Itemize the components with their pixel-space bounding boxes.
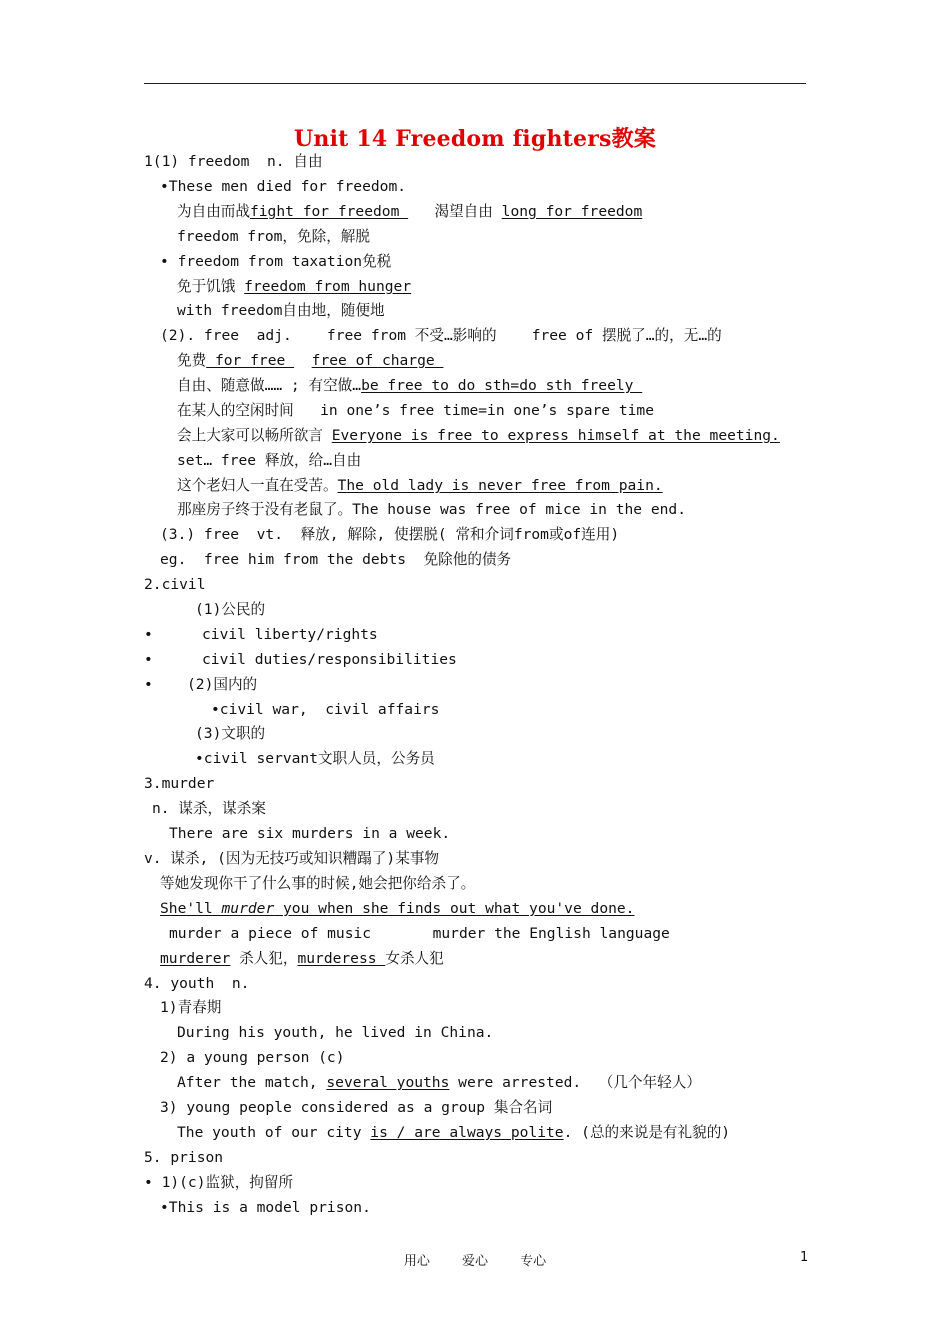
page-title: Unit 14 Freedom fighters教案 <box>294 126 656 152</box>
section-heading: 4. youth n. <box>144 975 250 992</box>
text-line: (2). free adj. free from 不受…影响的 free of 摆脱了…的，无…的 <box>160 327 722 344</box>
text-line: After the match, several youths were arrested. （几个年轻人） <box>177 1074 701 1091</box>
footer-text: 爱心 <box>461 1254 488 1269</box>
text-line: (2)国内的 <box>187 676 258 693</box>
section-heading: 5. prison <box>144 1149 224 1166</box>
text-line: v. 谋杀, (因为无技巧或知识糟蹋了)某事物 <box>144 850 440 867</box>
section-heading: 3.murder <box>144 775 215 792</box>
text-line: 等她发现你干了什么事的时候,她会把你给杀了。 <box>160 875 476 892</box>
text-line: murderer 杀人犯，murderess 女杀人犯 <box>160 950 444 967</box>
text-line: 免于饥饿 freedom from hunger <box>177 278 412 295</box>
text-line: • 1)(c)监狱，拘留所 <box>144 1174 294 1191</box>
text-line: 那座房子终于没有老鼠了。The house was free of mice in the end. <box>177 501 687 518</box>
text-line: murder a piece of music murder the English language <box>169 925 670 942</box>
text-line: 3) young people considered as a group 集合名词 <box>160 1099 553 1116</box>
text-line: The youth of our city is / are always polite. (总的来说是有礼貌的) <box>177 1124 731 1141</box>
text-line: n. 谋杀，谋杀案 <box>152 800 266 817</box>
text-line: (3)文职的 <box>195 725 266 742</box>
text-line: •These men died for freedom. <box>160 178 407 195</box>
text-line: 这个老妇人一直在受苦。The old lady is never free from pain. <box>177 477 663 494</box>
header-rule <box>144 83 806 84</box>
text-line: •civil servant文职人员，公务员 <box>195 750 435 767</box>
bullet-marker: • <box>144 651 153 668</box>
text-line: civil liberty/rights <box>202 626 378 643</box>
footer-text: 专心 <box>520 1254 547 1269</box>
text-line: set… free 释放，给…自由 <box>177 452 362 469</box>
text-line: (1)公民的 <box>195 601 266 618</box>
text-line: During his youth, he lived in China. <box>177 1024 494 1041</box>
page-number: 1 <box>800 1250 809 1265</box>
text-line: 免费 for free free of charge <box>177 352 444 369</box>
bullet-marker: • <box>144 626 153 643</box>
bullet-marker: • <box>144 676 153 693</box>
text-line: There are six murders in a week. <box>169 825 451 842</box>
section-heading: 2.civil <box>144 576 206 593</box>
text-line: She'll murder you when she finds out what you've done. <box>160 900 635 917</box>
text-line: eg. free him from the debts 免除他的债务 <box>160 551 512 568</box>
text-line: with freedom自由地，随便地 <box>177 302 385 319</box>
text-line: 2) a young person (c) <box>160 1049 345 1066</box>
text-line: • freedom from taxation免税 <box>160 253 392 270</box>
text-line: 在某人的空闲时间 in one’s free time=in one’s spare time <box>177 402 654 419</box>
text-line: •civil war, civil affairs <box>211 701 440 718</box>
footer-text: 用心 <box>403 1254 430 1269</box>
text-line: 会上大家可以畅所欲言 Everyone is free to express himself at the meeting. <box>177 427 780 444</box>
text-line: (3.) free vt. 释放, 解除, 使摆脱( 常和介词from或of连用) <box>160 526 620 543</box>
text-line: 1)青春期 <box>160 999 222 1016</box>
text-line: 自由、随意做…… ; 有空做…be free to do sth=do sth freely <box>177 377 643 394</box>
text-line: freedom from，免除，解脱 <box>177 228 370 245</box>
text-line: 为自由而战fight for freedom 渴望自由 long for freedom <box>177 203 643 220</box>
text-line: 1(1) freedom n. 自由 <box>144 153 323 170</box>
text-line: civil duties/responsibilities <box>202 651 457 668</box>
text-line: •This is a model prison. <box>160 1199 371 1216</box>
